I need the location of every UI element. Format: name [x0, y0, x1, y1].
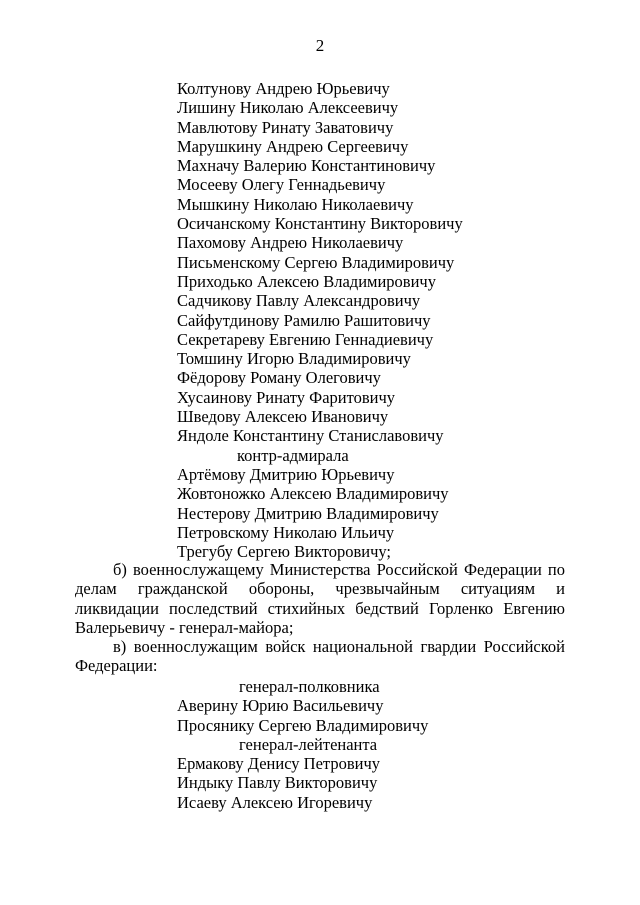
name-list-main — [177, 79, 597, 561]
list-item: Петровскому Николаю Ильичу — [177, 522, 395, 542]
list-item: Мосееву Олегу Геннадьевичу — [177, 175, 386, 195]
list-item: Индыку Павлу Викторовичу — [177, 773, 378, 793]
rank-heading-kontr-admiral: контр-адмирала — [237, 445, 349, 465]
list-item: Осичанскому Константину Викторовичу — [177, 214, 463, 234]
list-item: Яндоле Константину Станиславовичу — [177, 426, 444, 446]
paragraph-c — [75, 637, 565, 676]
list-item: Колтунову Андрею Юрьевичу — [177, 79, 390, 98]
rank-heading-general-polkovnik: генерал-полковника — [239, 677, 380, 696]
list-item: Письменскому Сергею Владимировичу — [177, 252, 455, 272]
list-item: Лишину Николаю Алексеевичу — [177, 98, 399, 118]
list-item: Мышкину Николаю Николаевичу — [177, 194, 414, 214]
list-item: Аверину Юрию Васильевичу — [177, 696, 384, 716]
list-item: Ермакову Денису Петровичу — [177, 754, 381, 774]
list-item: Секретареву Евгению Геннадиевичу — [177, 329, 434, 349]
list-item: Жовтоножко Алексею Владимировичу — [177, 484, 449, 504]
name-list-rosgvardia — [177, 677, 597, 812]
list-item: Махначу Валерию Константиновичу — [177, 156, 436, 176]
paragraph-b-text: б) военнослужащему Министерства Российской Федерации по делам гражданской обороны, чрезвычайным ситуациям и ликвидации последствий стихийных бедствий Горленко Евгению Валерьевичу - генерал-майора; — [75, 560, 565, 637]
list-item: Шведову Алексею Ивановичу — [177, 407, 389, 427]
page-number: 2 — [315, 36, 325, 55]
rank-heading-general-leytenant: генерал-лейтенанта — [239, 734, 378, 754]
list-item: Фёдорову Роману Олеговичу — [177, 368, 381, 388]
list-item: Пахомову Андрею Николаевичу — [177, 233, 404, 253]
list-item: Мавлютову Ринату Заватовичу — [177, 117, 394, 137]
paragraph-b — [75, 560, 565, 637]
list-item: Хусаинову Ринату Фаритовичу — [177, 387, 396, 407]
list-item: Нестерову Дмитрию Владимировичу — [177, 503, 439, 523]
list-item: Просянику Сергею Владимировичу — [177, 715, 429, 735]
list-item: Артёмову Дмитрию Юрьевичу — [177, 464, 395, 484]
list-item: Сайфутдинову Рамилю Рашитовичу — [177, 310, 431, 330]
list-item: Трегубу Сергею Викторовичу; — [177, 542, 391, 562]
list-item: Марушкину Андрею Сергеевичу — [177, 136, 409, 156]
paragraph-c-text: в) военнослужащим войск национальной гвардии Российской Федерации: — [75, 637, 565, 676]
list-item: Исаеву Алексею Игоревичу — [177, 792, 373, 812]
list-item: Садчикову Павлу Александровичу — [177, 291, 421, 311]
list-item: Томшину Игорю Владимировичу — [177, 349, 411, 369]
list-item: Приходько Алексею Владимировичу — [177, 271, 436, 291]
